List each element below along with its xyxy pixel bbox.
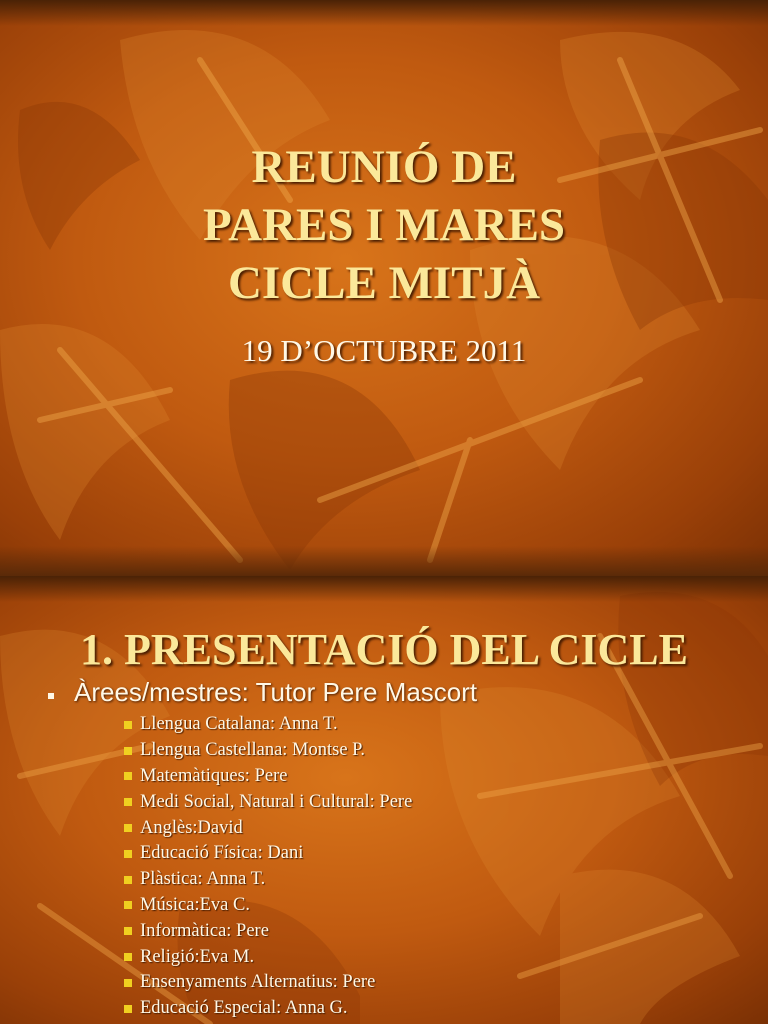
sub-list — [124, 712, 412, 1022]
list-item — [124, 996, 412, 1022]
list-item — [124, 918, 412, 944]
list-item — [124, 764, 412, 790]
list-item-text: Educació Especial: Anna G. — [140, 998, 348, 1019]
list-item-text: Medi Social, Natural i Cultural: Pere — [140, 791, 413, 812]
list-item-text: Anglès:David — [140, 817, 243, 838]
slide-title — [0, 138, 768, 312]
square-bullet-icon — [124, 979, 132, 987]
list-item — [124, 893, 412, 919]
list-item-text: Religió:Eva M. — [140, 946, 255, 967]
title-line: REUNIÓ DE — [251, 141, 517, 193]
square-bullet-icon — [124, 901, 132, 909]
list-item-text: Plàstica: Anna T. — [140, 869, 266, 890]
list-item — [124, 712, 412, 738]
square-bullet-icon — [124, 772, 132, 780]
square-bullet-icon — [124, 850, 132, 858]
square-bullet-icon — [124, 798, 132, 806]
square-bullet-icon — [124, 927, 132, 935]
slide-title: 1. PRESENTACIÓ DEL CICLE — [80, 625, 688, 674]
square-bullet-icon — [124, 953, 132, 961]
list-item — [124, 738, 412, 764]
list-item — [124, 841, 412, 867]
square-bullet-icon — [124, 747, 132, 755]
bullet-item — [48, 677, 477, 708]
list-item-text: Llengua Castellana: Montse P. — [140, 740, 366, 761]
content-slide — [0, 576, 768, 1024]
list-item-text: Música:Eva C. — [140, 894, 250, 915]
list-item-text: Llengua Catalana: Anna T. — [140, 714, 338, 735]
title-line: CICLE MITJÀ — [227, 257, 541, 309]
square-bullet-icon — [124, 1005, 132, 1013]
list-item — [124, 815, 412, 841]
slide-date: 19 D’OCTUBRE 2011 — [241, 333, 527, 368]
square-bullet-icon — [124, 824, 132, 832]
square-bullet-icon — [124, 876, 132, 884]
title-line: PARES I MARES — [202, 199, 566, 251]
top-shade — [0, 0, 768, 26]
top-shade — [0, 576, 768, 602]
list-item-text: Educació Física: Dani — [140, 843, 304, 864]
square-bullet-icon — [124, 721, 132, 729]
bullet-text: Àrees/mestres: Tutor Pere Mascort — [74, 677, 478, 707]
list-item — [124, 789, 412, 815]
list-item-text: Matemàtiques: Pere — [140, 765, 288, 786]
list-item — [124, 970, 412, 996]
bottom-shade — [0, 546, 768, 576]
square-bullet-icon — [48, 693, 54, 699]
list-item — [124, 944, 412, 970]
list-item-text: Ensenyaments Alternatius: Pere — [140, 972, 376, 993]
list-item-text: Informàtica: Pere — [140, 920, 269, 941]
list-item — [124, 867, 412, 893]
